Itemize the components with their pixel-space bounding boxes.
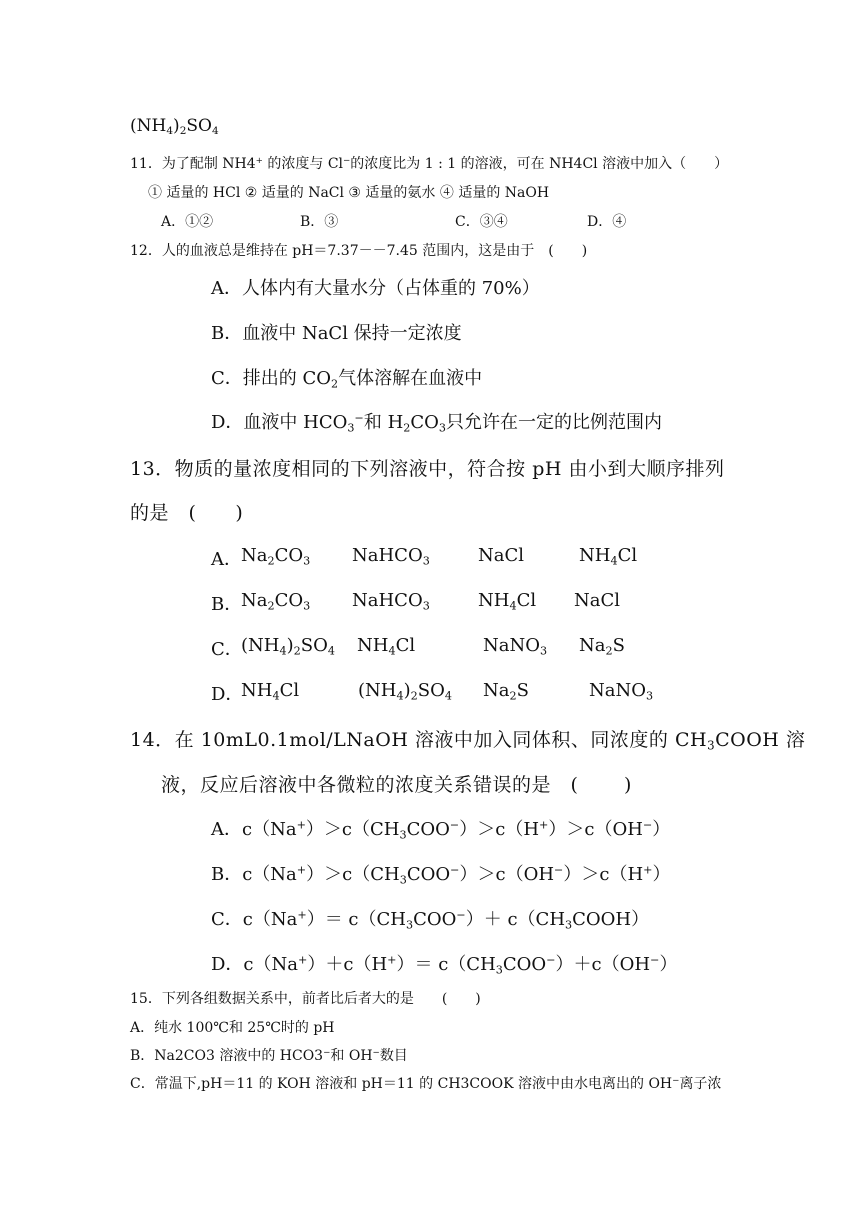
q15-option-b <box>130 1045 408 1065</box>
q13-label-a: A． <box>211 549 242 570</box>
q13-b-1: $Na_2CO_3$ <box>241 590 311 613</box>
text: 14．在 10mL0.1mol/LNaOH 溶液中加入同体积、同浓度的 CH <box>130 729 708 751</box>
superscript: − <box>323 1047 331 1058</box>
q13-label-b: B． <box>211 594 243 615</box>
q11-option-d: D．④ <box>587 214 627 230</box>
q12-option-b: B．血液中 NaCl 保持一定浓度 <box>211 323 462 344</box>
text: (NH <box>130 116 167 136</box>
q13-b-2: NaHCO$_3$ <box>352 590 430 613</box>
q13-a-2: NaHCO$_3$ <box>352 545 430 568</box>
subscript: 4 <box>211 125 219 138</box>
q15-option-a: A．纯水 100℃和 25℃时的 pH <box>130 1020 335 1036</box>
text: 和 OH <box>330 1048 373 1064</box>
superscript: − <box>343 155 351 166</box>
q12-option-c <box>211 364 482 390</box>
text: 数目 <box>379 1048 408 1064</box>
text: 气体溶解在血液中 <box>338 368 483 389</box>
superscript: − <box>372 1047 380 1058</box>
text: B．Na2CO3 溶液中的 HCO3 <box>130 1048 324 1064</box>
q14-option-b: B．$c(Na^+)>c(CH_3COO^-)>c(OH^-)>c(H^+)$ <box>211 863 671 887</box>
q11-stem <box>130 153 728 173</box>
subscript: 2 <box>403 421 411 435</box>
q13-a-3: NaCl <box>478 545 525 566</box>
subscript: 2 <box>179 125 187 138</box>
q13-d-3: $Na_2S$ <box>483 680 529 703</box>
q15-stem: 15．下列各组数据关系中，前者比后者大的是 ( ) <box>130 991 481 1007</box>
q14-option-c: C．$c(Na^+)= c(CH_3COO^-)+$ $c(CH_3COOH)$ <box>211 908 650 932</box>
q13-b-4: NaCl <box>574 590 621 611</box>
text: 11．为了配制 NH4 <box>130 156 256 172</box>
subscript: 3 <box>347 421 355 435</box>
q12-option-a: A．人体内有大量水分（占体重的 70%） <box>211 278 540 299</box>
q13-d-2: $(NH_4)_2SO_4$ <box>358 680 452 703</box>
q13-c-1: $(NH_4)_2SO_4$ <box>241 635 335 658</box>
q11-items: ① 适量的 HCl ② 适量的 NaCl ③ 适量的氨水 ④ 适量的 NaOH <box>148 185 550 201</box>
text: D．血液中 HCO <box>211 412 348 433</box>
text: C．常温下,pH＝11 的 KOH 溶液和 pH＝11 的 CH3COOK 溶液中由水电离出的 OH <box>130 1076 673 1092</box>
q11-option-a: A．①② <box>161 214 214 230</box>
q13-c-4: $Na_2S$ <box>579 635 625 658</box>
q13-stem-line1: 13．物质的量浓度相同的下列溶液中，符合按 pH 由小到大顺序排列 <box>130 458 725 480</box>
q13-a-4: $NH_4Cl$ <box>579 545 638 568</box>
q13-stem-line2: 的是 ( ) <box>130 502 244 524</box>
q14-option-a: A．$c(Na^+)>c(CH_3COO^-)>c(H^+)>c(OH^-)$ <box>211 818 671 842</box>
text: 只允许在一定的比例范围内 <box>446 412 663 433</box>
q13-label-c: C． <box>211 639 243 660</box>
q14-option-d: D．$c(Na^+)+c(H^+)= c(CH_3COO^-)+c(OH^-)$ <box>211 953 678 977</box>
q13-d-1: $NH_4Cl$ <box>241 680 300 703</box>
superscript: + <box>255 155 263 166</box>
q12-stem: 12．人的血液总是维持在 pH＝7.37－－7.45 范围内，这是由于 ( ) <box>130 243 588 259</box>
q14-stem-line2: 液，反应后溶液中各微粒的浓度关系错误的是 ( ) <box>161 774 632 796</box>
q12-option-d <box>211 408 662 434</box>
text: 的浓度与 Cl <box>262 156 344 172</box>
text: CO <box>410 412 439 433</box>
text: C．排出的 CO <box>211 368 332 389</box>
q15-option-c <box>130 1073 721 1093</box>
q13-label-d: D． <box>211 684 244 705</box>
text: COOH 溶 <box>715 729 806 751</box>
superscript: − <box>354 411 364 425</box>
superscript: − <box>672 1075 680 1086</box>
subscript: 3 <box>707 738 716 753</box>
text: 离子浓 <box>679 1076 722 1092</box>
text: SO <box>186 116 212 136</box>
text: ) <box>173 116 180 136</box>
text: 和 H <box>363 412 404 433</box>
q13-d-4: NaNO$_3$ <box>589 680 654 703</box>
q13-c-3: NaNO$_3$ <box>483 635 548 658</box>
q14-stem-line1 <box>130 725 805 752</box>
subscript: 4 <box>166 125 174 138</box>
q13-b-3: $NH_4Cl$ <box>478 590 537 613</box>
subscript: 2 <box>331 377 339 391</box>
q11-option-b: B．③ <box>300 214 339 230</box>
q13-a-1: $Na_2CO_3$ <box>241 545 311 568</box>
text: 的浓度比为 1 : 1 的溶液，可在 NH4Cl 溶液中加入（ ） <box>350 156 729 172</box>
q11-option-c: C．③④ <box>455 214 508 230</box>
q13-c-2: $NH_4Cl$ <box>357 635 416 658</box>
subscript: 3 <box>438 421 447 435</box>
top-fragment <box>130 116 219 136</box>
